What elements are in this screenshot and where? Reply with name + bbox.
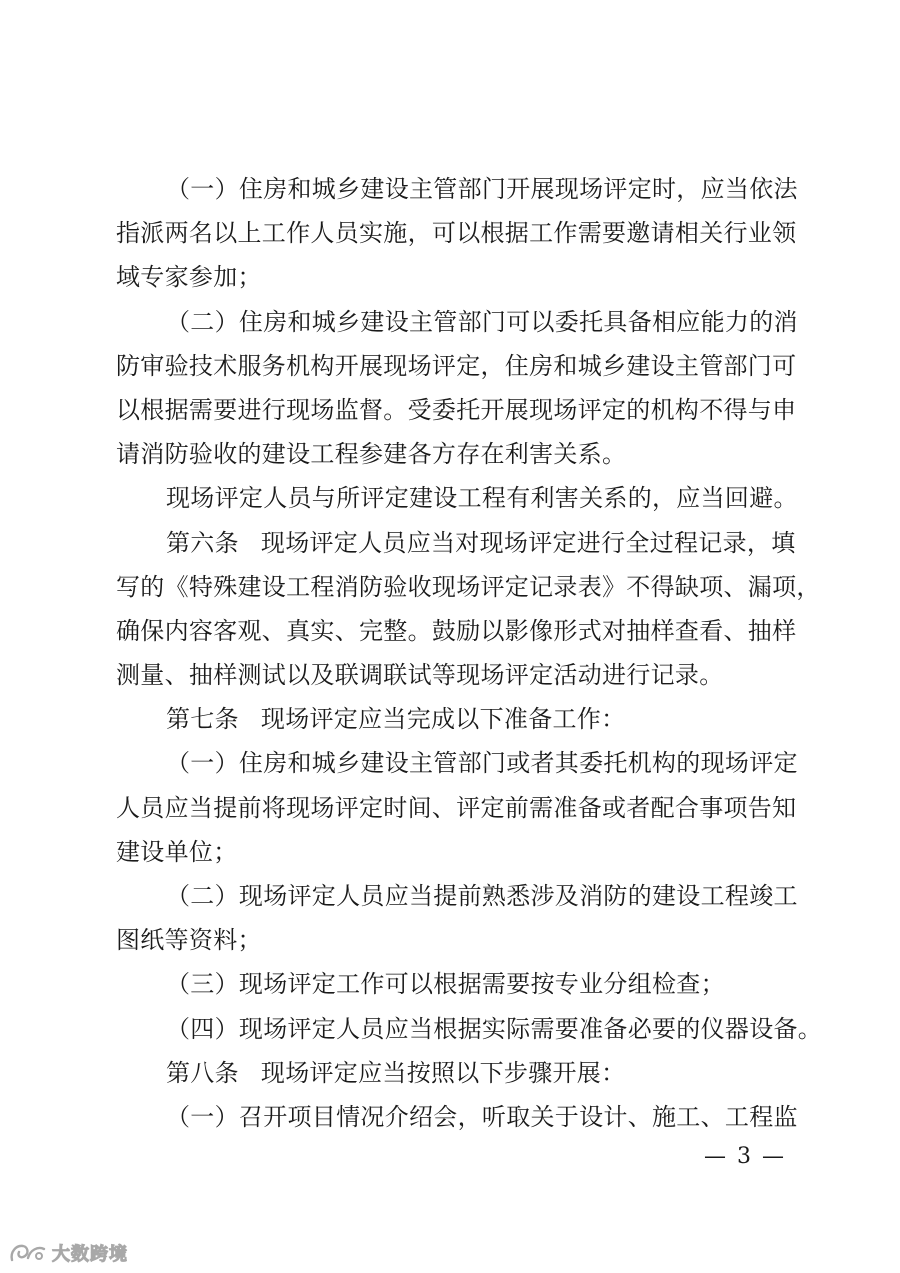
paragraph-line: （一）住房和城乡建设主管部门或者其委托机构的现场评定 [166,749,798,778]
article-text: 现场评定人员应当对现场评定进行全过程记录，填 [260,528,796,557]
article-number: 第八条 [166,1058,239,1087]
paragraph-line: 现场评定人员与所评定建设工程有利害关系的，应当回避。 [166,484,798,513]
paragraph-line: 指派两名以上工作人员实施，可以根据工作需要邀请相关行业领 [116,219,797,248]
paragraph-line: 域专家参加； [116,263,262,292]
article-text: 现场评定应当完成以下准备工作： [260,705,626,734]
paragraph-line: 写的《特殊建设工程消防验收现场评定记录表》不得缺项、漏项， [116,572,821,601]
paragraph-line: 以根据需要进行现场监督。受委托开展现场评定的机构不得与申 [116,395,797,424]
paragraph-line: 防审验技术服务机构开展现场评定，住房和城乡建设主管部门可 [116,351,797,380]
paragraph-line: 请消防验收的建设工程参建各方存在利害关系。 [116,440,627,469]
paragraph-line: 图纸等资料； [116,926,262,955]
brand-logo-icon [8,1240,48,1266]
page-number: — 3 — [704,1144,786,1169]
paragraph-line: （四）现场评定人员应当根据实际需要准备必要的仪器设备。 [166,1014,823,1043]
paragraph-line: （二）住房和城乡建设主管部门可以委托具备相应能力的消 [166,307,798,336]
paragraph-line: （一）召开项目情况介绍会，听取关于设计、施工、工程监 [166,1102,798,1131]
watermark [8,1240,128,1266]
document-body [116,167,823,1139]
article-heading-line [116,521,796,565]
article-text: 现场评定应当按照以下步骤开展： [260,1058,626,1087]
paragraph-line: 人员应当提前将现场评定时间、评定前需准备或者配合事项告知 [116,793,797,822]
paragraph-line: （一）住房和城乡建设主管部门开展现场评定时，应当依法 [166,175,798,203]
paragraph-line: 确保内容客观、真实、完整。鼓励以影像形式对抽样查看、抽样 [116,616,797,645]
paragraph-line: 测量、抽样测试以及联调联试等现场评定活动进行记录。 [116,661,724,690]
paragraph-line: （三）现场评定工作可以根据需要按专业分组检查； [166,970,725,999]
article-number: 第六条 [166,528,239,557]
article-heading-line [116,697,796,741]
article-heading-line [116,1051,796,1095]
paragraph-line: （二）现场评定人员应当提前熟悉涉及消防的建设工程竣工 [166,882,798,910]
paragraph-line: 建设单位； [116,837,238,866]
article-number: 第七条 [166,705,239,734]
watermark-text: 大数跨境 [52,1244,128,1265]
